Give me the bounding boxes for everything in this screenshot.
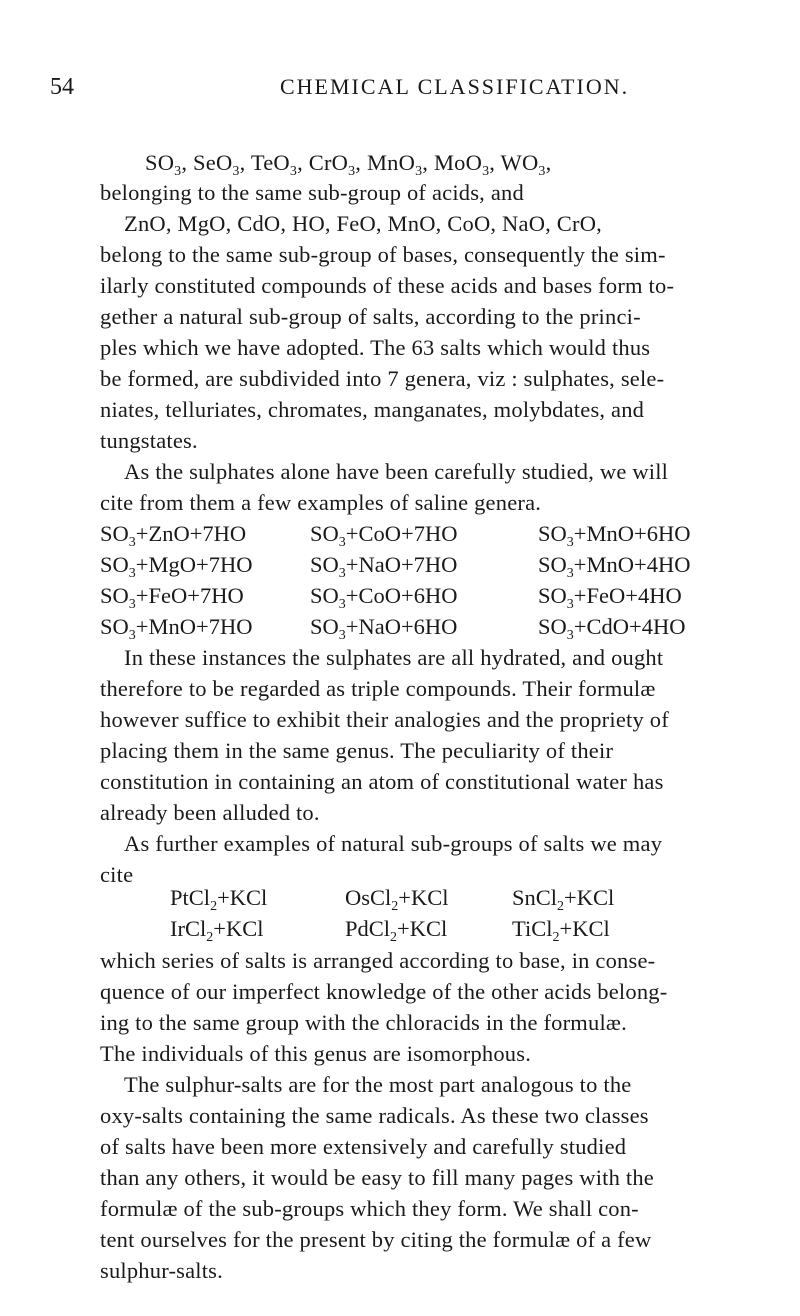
formula: $SO_3+MgO+7HO$ xyxy=(100,552,253,581)
text-line: As further examples of natural sub-groups of salts we may xyxy=(124,831,663,856)
text-line: than any others, it would be easy to fill many pages with the xyxy=(100,1165,654,1190)
text-line: therefore to be regarded as triple compounds. Their formulæ xyxy=(100,676,656,701)
formula: $SO_3+MnO+4HO$ xyxy=(538,552,691,581)
text-line: constitution in containing an atom of constitutional water has xyxy=(100,769,664,794)
text-line: tent ourselves for the present by citing the formulæ of a few xyxy=(100,1227,652,1252)
text-line: The individuals of this genus are isomorphous. xyxy=(100,1041,532,1066)
text-line: ZnO, MgO, CdO, HO, FeO, MnO, CoO, NaO, CrO, xyxy=(124,211,602,236)
formula: $SO_3+CoO+6HO$ xyxy=(310,583,458,612)
formula: $SO_3+ZnO+7HO$ xyxy=(100,521,247,550)
text-line: oxy-salts containing the same radicals. As these two classes xyxy=(100,1103,649,1128)
text-line: which series of salts is arranged according to base, in conse- xyxy=(100,948,656,973)
text-line: ing to the same group with the chloracids in the formulæ. xyxy=(100,1010,627,1035)
formula: PdCl$_2$+KCl xyxy=(345,916,448,945)
formula: SnCl$_2$+KCl xyxy=(512,885,615,914)
acids-formula-line: $SO_3$, SeO$_3$, TeO$_3$, CrO$_3$, MnO$_3$, MoO$_3$, $WO_3$, xyxy=(145,150,552,179)
formula: IrCl$_2$+KCl xyxy=(170,916,264,945)
text-line: ples which we have adopted. The 63 salts which would thus xyxy=(100,335,651,360)
formula: $SO_3+MnO+6HO$ xyxy=(538,521,691,550)
text-line: already been alluded to. xyxy=(100,800,320,825)
text-line: quence of our imperfect knowledge of the other acids belong- xyxy=(100,979,668,1004)
formula: $SO_3+MnO+7HO$ xyxy=(100,614,253,643)
formula: $SO_3+FeO+7HO$ xyxy=(100,583,244,612)
text-line: placing them in the same genus. The peculiarity of their xyxy=(100,738,614,763)
text-line: sulphur-salts. xyxy=(100,1258,223,1283)
formula: $SO_3+CdO+4HO$ xyxy=(538,614,686,643)
running-title: CHEMICAL CLASSIFICATION. xyxy=(280,74,630,99)
text-line: of salts have been more extensively and carefully studied xyxy=(100,1134,627,1159)
formula: $SO_3+FeO+4HO$ xyxy=(538,583,682,612)
text-line: As the sulphates alone have been carefully studied, we will xyxy=(124,459,669,484)
formula: PtCl$_2$+KCl xyxy=(170,885,268,914)
formula: $SO_3+NaO+6HO$ xyxy=(310,614,458,643)
text-line: gether a natural sub-group of salts, according to the princi- xyxy=(100,304,641,329)
formula: OsCl$_2$+KCl xyxy=(345,885,449,914)
text-line: be formed, are subdivided into 7 genera, viz : sulphates, sele- xyxy=(100,366,665,391)
text-line: formulæ of the sub-groups which they form. We shall con- xyxy=(100,1196,639,1221)
text-line: however suffice to exhibit their analogies and the propriety of xyxy=(100,707,669,732)
text-line: tungstates. xyxy=(100,428,198,453)
text-line: cite from them a few examples of saline genera. xyxy=(100,490,542,515)
text-line: belonging to the same sub-group of acids, and xyxy=(100,180,524,205)
text-line: The sulphur-salts are for the most part analogous to the xyxy=(124,1072,632,1097)
text-line: ilarly constituted compounds of these acids and bases form to- xyxy=(100,273,675,298)
page-number: 54 xyxy=(50,74,74,100)
formula: $SO_3+NaO+7HO$ xyxy=(310,552,458,581)
text-line: cite xyxy=(100,862,134,887)
formula: TiCl$_2$+KCl xyxy=(512,916,610,945)
page-header xyxy=(50,74,750,104)
text-line: In these instances the sulphates are all hydrated, and ought xyxy=(124,645,664,670)
text-line: belong to the same sub-group of bases, consequently the sim- xyxy=(100,242,666,267)
text-line: niates, telluriates, chromates, manganates, molybdates, and xyxy=(100,397,645,422)
formula: $SO_3+CoO+7HO$ xyxy=(310,521,458,550)
